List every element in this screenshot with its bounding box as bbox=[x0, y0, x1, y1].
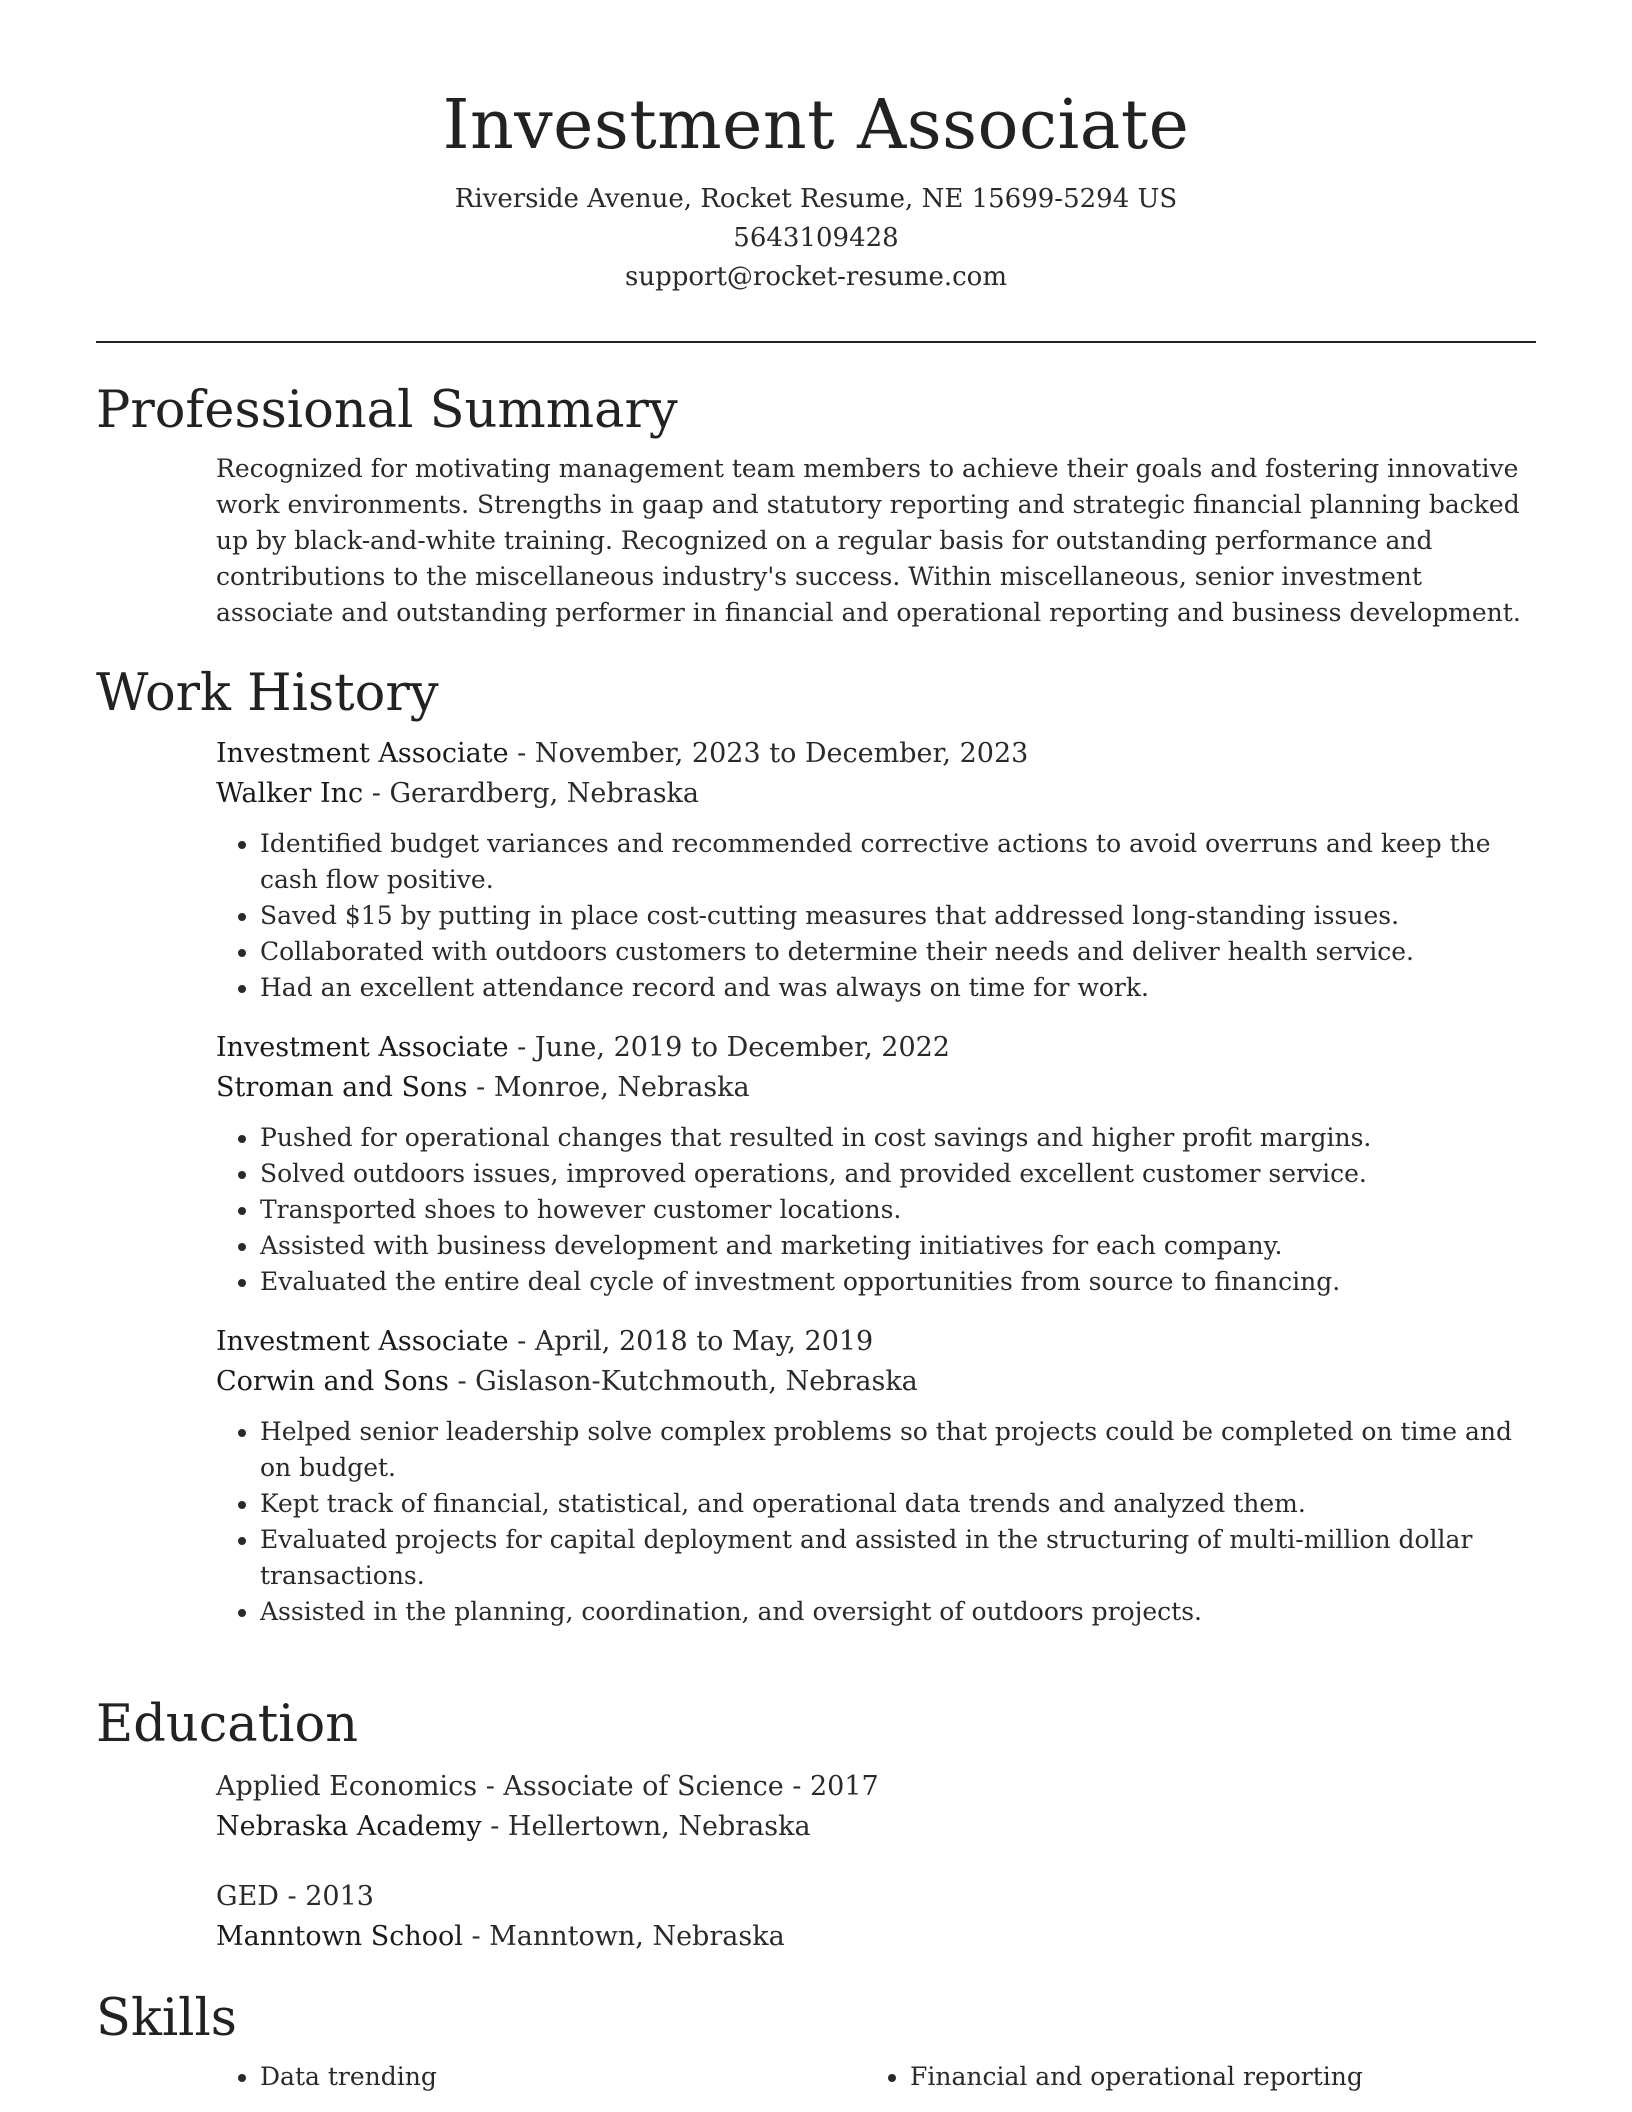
job-bullets bbox=[216, 1414, 1546, 1630]
job-entry bbox=[216, 734, 1546, 1006]
list-item: • Solved outdoors issues, improved operations, and provided excellent customer service. bbox=[260, 1156, 1546, 1192]
job-bullets bbox=[216, 1120, 1546, 1300]
list-item: • Collaborated with outdoors customers to determine their needs and deliver health service. bbox=[260, 934, 1546, 970]
list-item: • Pushed for operational changes that resulted in cost savings and higher profit margins. bbox=[260, 1120, 1546, 1156]
list-item: • Evaluated projects for capital deployment and assisted in the structuring of multi-million dollar transactions. bbox=[260, 1522, 1546, 1594]
work-history-section bbox=[96, 664, 1536, 1630]
list-item: • Helped senior leadership solve complex problems so that projects could be completed on time and on budget. bbox=[260, 1414, 1546, 1486]
list-item: • Kept track of financial, statistical, and operational data trends and analyzed them. bbox=[260, 1486, 1546, 1522]
school-line bbox=[216, 1807, 1546, 1847]
education-list bbox=[216, 1767, 1546, 1957]
job-location: - Gerardberg, Nebraska bbox=[363, 778, 700, 809]
job-location: - Gislason-Kutchmouth, Nebraska bbox=[448, 1366, 918, 1397]
education-entry bbox=[216, 1767, 1546, 1847]
degree-line: GED - 2013 bbox=[216, 1881, 374, 1912]
job-company-line bbox=[216, 1362, 1546, 1402]
header-divider bbox=[96, 341, 1536, 343]
skills-section bbox=[96, 1989, 1536, 2095]
list-item: • Financial and operational reporting bbox=[910, 2059, 1516, 2095]
job-list bbox=[216, 734, 1546, 1630]
degree-line: Applied Economics - Associate of Science - 2017 bbox=[216, 1771, 879, 1802]
list-item: • Evaluated the entire deal cycle of investment opportunities from source to financing. bbox=[260, 1264, 1546, 1300]
education-entry bbox=[216, 1877, 1546, 1957]
candidate-name: Investment Associate bbox=[442, 86, 1190, 165]
job-position: Investment Associate bbox=[216, 1032, 509, 1063]
job-dates: - June, 2019 to December, 2022 bbox=[508, 1032, 950, 1063]
phone: 5643109428 bbox=[733, 223, 899, 253]
contact-info bbox=[0, 180, 1632, 297]
skills-column-right bbox=[866, 2059, 1516, 2095]
summary-title: Professional Summary bbox=[96, 381, 678, 440]
job-title-line bbox=[216, 1028, 1546, 1068]
school-location: - Hellertown, Nebraska bbox=[481, 1811, 811, 1842]
summary-text: Recognized for motivating management team members to achieve their goals and fostering innovative work environments. Strengths in gaap and statutory reporting and strategic financial planning backed up by black-and-white training. Recognized on a regular basis for outstanding performance and contributions to the miscellaneous industry's success. Within miscellaneous, senior investment associate and outstanding performer in financial and operational reporting and business development. bbox=[216, 454, 1521, 627]
email: support@rocket-resume.com bbox=[624, 262, 1007, 292]
address: Riverside Avenue, Rocket Resume, NE 15699-5294 US bbox=[454, 184, 1178, 214]
job-position: Investment Associate bbox=[216, 738, 509, 769]
school-name: Manntown School bbox=[216, 1921, 463, 1952]
job-dates: - November, 2023 to December, 2023 bbox=[508, 738, 1029, 769]
job-position: Investment Associate bbox=[216, 1326, 509, 1357]
list-item: • Saved $15 by putting in place cost-cutting measures that addressed long-standing issues. bbox=[260, 898, 1546, 934]
skills-column-left bbox=[216, 2059, 866, 2095]
job-entry bbox=[216, 1322, 1546, 1630]
list-item: • Had an excellent attendance record and was always on time for work. bbox=[260, 970, 1546, 1006]
summary-section bbox=[96, 381, 1536, 631]
work-history-title: Work History bbox=[96, 664, 439, 723]
job-company: Corwin and Sons bbox=[216, 1366, 449, 1397]
job-company-line bbox=[216, 1068, 1546, 1108]
education-title: Education bbox=[96, 1695, 359, 1754]
list-item: • Data trending bbox=[260, 2059, 866, 2095]
school-location: - Manntown, Nebraska bbox=[462, 1921, 785, 1952]
job-company: Walker Inc bbox=[216, 778, 364, 809]
school-name: Nebraska Academy bbox=[216, 1811, 482, 1842]
job-dates: - April, 2018 to May, 2019 bbox=[508, 1326, 874, 1357]
school-line bbox=[216, 1917, 1546, 1957]
job-title-line bbox=[216, 734, 1546, 774]
job-bullets bbox=[216, 826, 1546, 1006]
job-title-line bbox=[216, 1322, 1546, 1362]
list-item: • Assisted in the planning, coordination, and oversight of outdoors projects. bbox=[260, 1594, 1546, 1630]
list-item: • Assisted with business development and marketing initiatives for each company. bbox=[260, 1228, 1546, 1264]
list-item: • Identified budget variances and recommended corrective actions to avoid overruns and keep the cash flow positive. bbox=[260, 826, 1546, 898]
job-entry bbox=[216, 1028, 1546, 1300]
job-company: Stroman and Sons bbox=[216, 1072, 468, 1103]
skills-grid bbox=[216, 2059, 1536, 2095]
list-item: • Transported shoes to however customer locations. bbox=[260, 1192, 1546, 1228]
job-company-line bbox=[216, 774, 1546, 814]
resume-header bbox=[0, 0, 1632, 297]
job-location: - Monroe, Nebraska bbox=[467, 1072, 750, 1103]
skills-title: Skills bbox=[96, 1989, 237, 2048]
education-section bbox=[96, 1695, 1536, 1957]
